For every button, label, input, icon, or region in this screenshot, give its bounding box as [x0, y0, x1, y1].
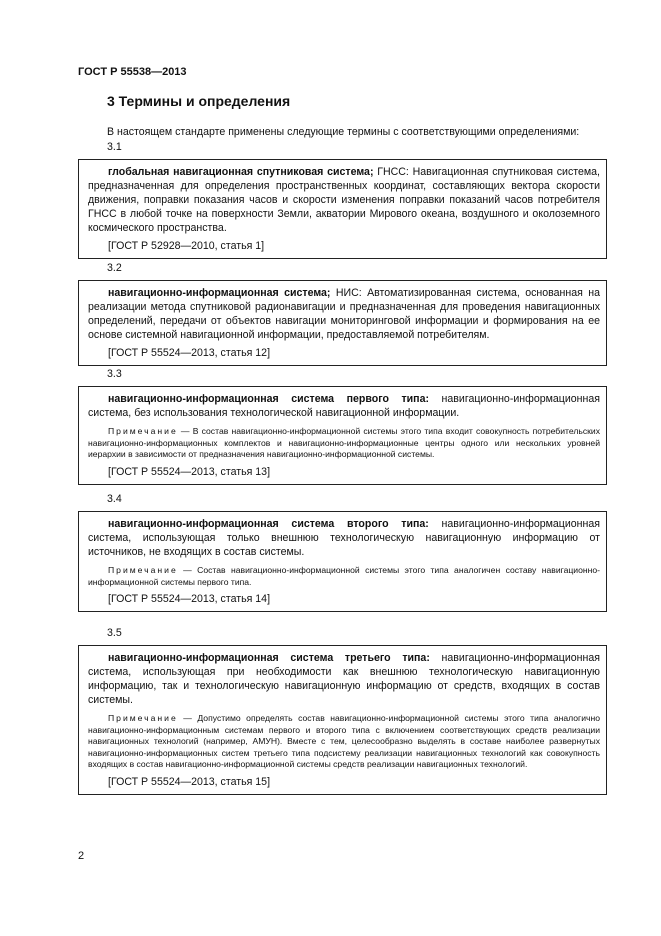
term-source: [ГОСТ Р 55524—2013, статья 13] — [108, 465, 271, 478]
term-definition — [88, 517, 600, 559]
term-source: [ГОСТ Р 55524—2013, статья 14] — [108, 593, 271, 605]
definition-text: навигационно-информационная система, без использования технологической навигационной информации. — [88, 393, 601, 419]
term-box — [78, 280, 607, 366]
term-definition — [88, 651, 600, 707]
definition-text: НИС: Автоматизированная система, основанная на реализации метода спутниковой радионавигации и предназначенная для проведения навигационных определений, передачи от объектов навигации мониторинговой информации и формирования на ее основе системной навигационной информации, предоставляемой потребителям. — [88, 287, 600, 341]
term-name: навигационно-информационная система третьего типа: — [108, 652, 430, 664]
term-box — [78, 511, 607, 612]
note-label: Примечание — [108, 713, 178, 723]
term-note — [88, 426, 600, 461]
term-name: навигационно-информационная система второго типа: — [108, 518, 429, 530]
term-number: 3.2 — [107, 262, 122, 274]
section-title: 3 Термины и определения — [107, 93, 291, 109]
term-box — [78, 645, 607, 795]
document-header: ГОСТ Р 55538—2013 — [78, 66, 187, 78]
term-name: навигационно-информационная система; — [108, 287, 331, 299]
term-note — [88, 713, 600, 771]
note-label: Примечание — [108, 565, 178, 575]
term-number: 3.5 — [107, 627, 122, 639]
note-label: Примечание — [108, 426, 178, 436]
term-box — [78, 159, 607, 259]
term-number: 3.4 — [107, 493, 122, 505]
term-definition — [88, 286, 600, 342]
note-text: — Допустимо определять состав навигационно-информационной системы этого типа аналогично навигационно-информационным системам первого и второго типа с включением соответствующих средств реализации навигационных технологий (например, АМУН). Вместе с тем, целесообразно выделять в составе наиболее развернутых навигационно-информационных систем третьего типа подсистему реализации навигационных технологий как совокупность входящих в состав навигационно-информационной системы средств реализации навигационных технологий. — [88, 713, 600, 769]
term-name: навигационно-информационная система первого типа: — [108, 393, 430, 405]
term-source: [ГОСТ Р 52928—2010, статья 1] — [108, 240, 265, 252]
term-source: [ГОСТ Р 55524—2013, статья 15] — [108, 775, 271, 788]
term-box — [78, 386, 607, 485]
section-intro: В настоящем стандарте применены следующие термины с соответствующими определениями: — [107, 126, 580, 138]
page-number: 2 — [78, 850, 85, 862]
term-name: глобальная навигационная спутниковая система; — [108, 166, 374, 178]
note-text: — В состав навигационно-информационной системы этого типа входит совокупность потребительских навигационно-информационных комплектов и навигационно-информационные центры одного или нескольких уровней иерархии в зависимости от предназначения навигационно-информационной системы. — [88, 426, 600, 459]
term-number: 3.3 — [107, 368, 122, 380]
term-number: 3.1 — [107, 141, 122, 153]
definition-text: ГНСС: Навигационная спутниковая система, предназначенная для определения пространственных координат, составляющих вектора скорости движения, поправки показания часов и скорости изменения поправки показаний часов потребителя ГНСС в любой точке на поверхности Земли, акватории Мирового океана, воздушного и околоземного космического пространства. — [88, 166, 600, 234]
definition-text: навигационно-информационная система, использующая при необходимости как внешнюю технологическую навигационную информацию, так и технологическую навигационную информацию от средств, входящих в состав системы. — [88, 652, 600, 706]
term-source: [ГОСТ Р 55524—2013, статья 12] — [108, 347, 271, 359]
term-definition — [88, 165, 600, 235]
term-definition — [88, 392, 600, 420]
note-text: — Состав навигационно-информационной системы этого типа аналогичен составу навигационно-информационной системы первого типа. — [88, 565, 600, 587]
term-note — [88, 565, 600, 588]
definition-text: навигационно-информационная система, использующая только внешнюю технологическую навигационную информацию от источников, не входящих в состав системы. — [88, 518, 600, 558]
